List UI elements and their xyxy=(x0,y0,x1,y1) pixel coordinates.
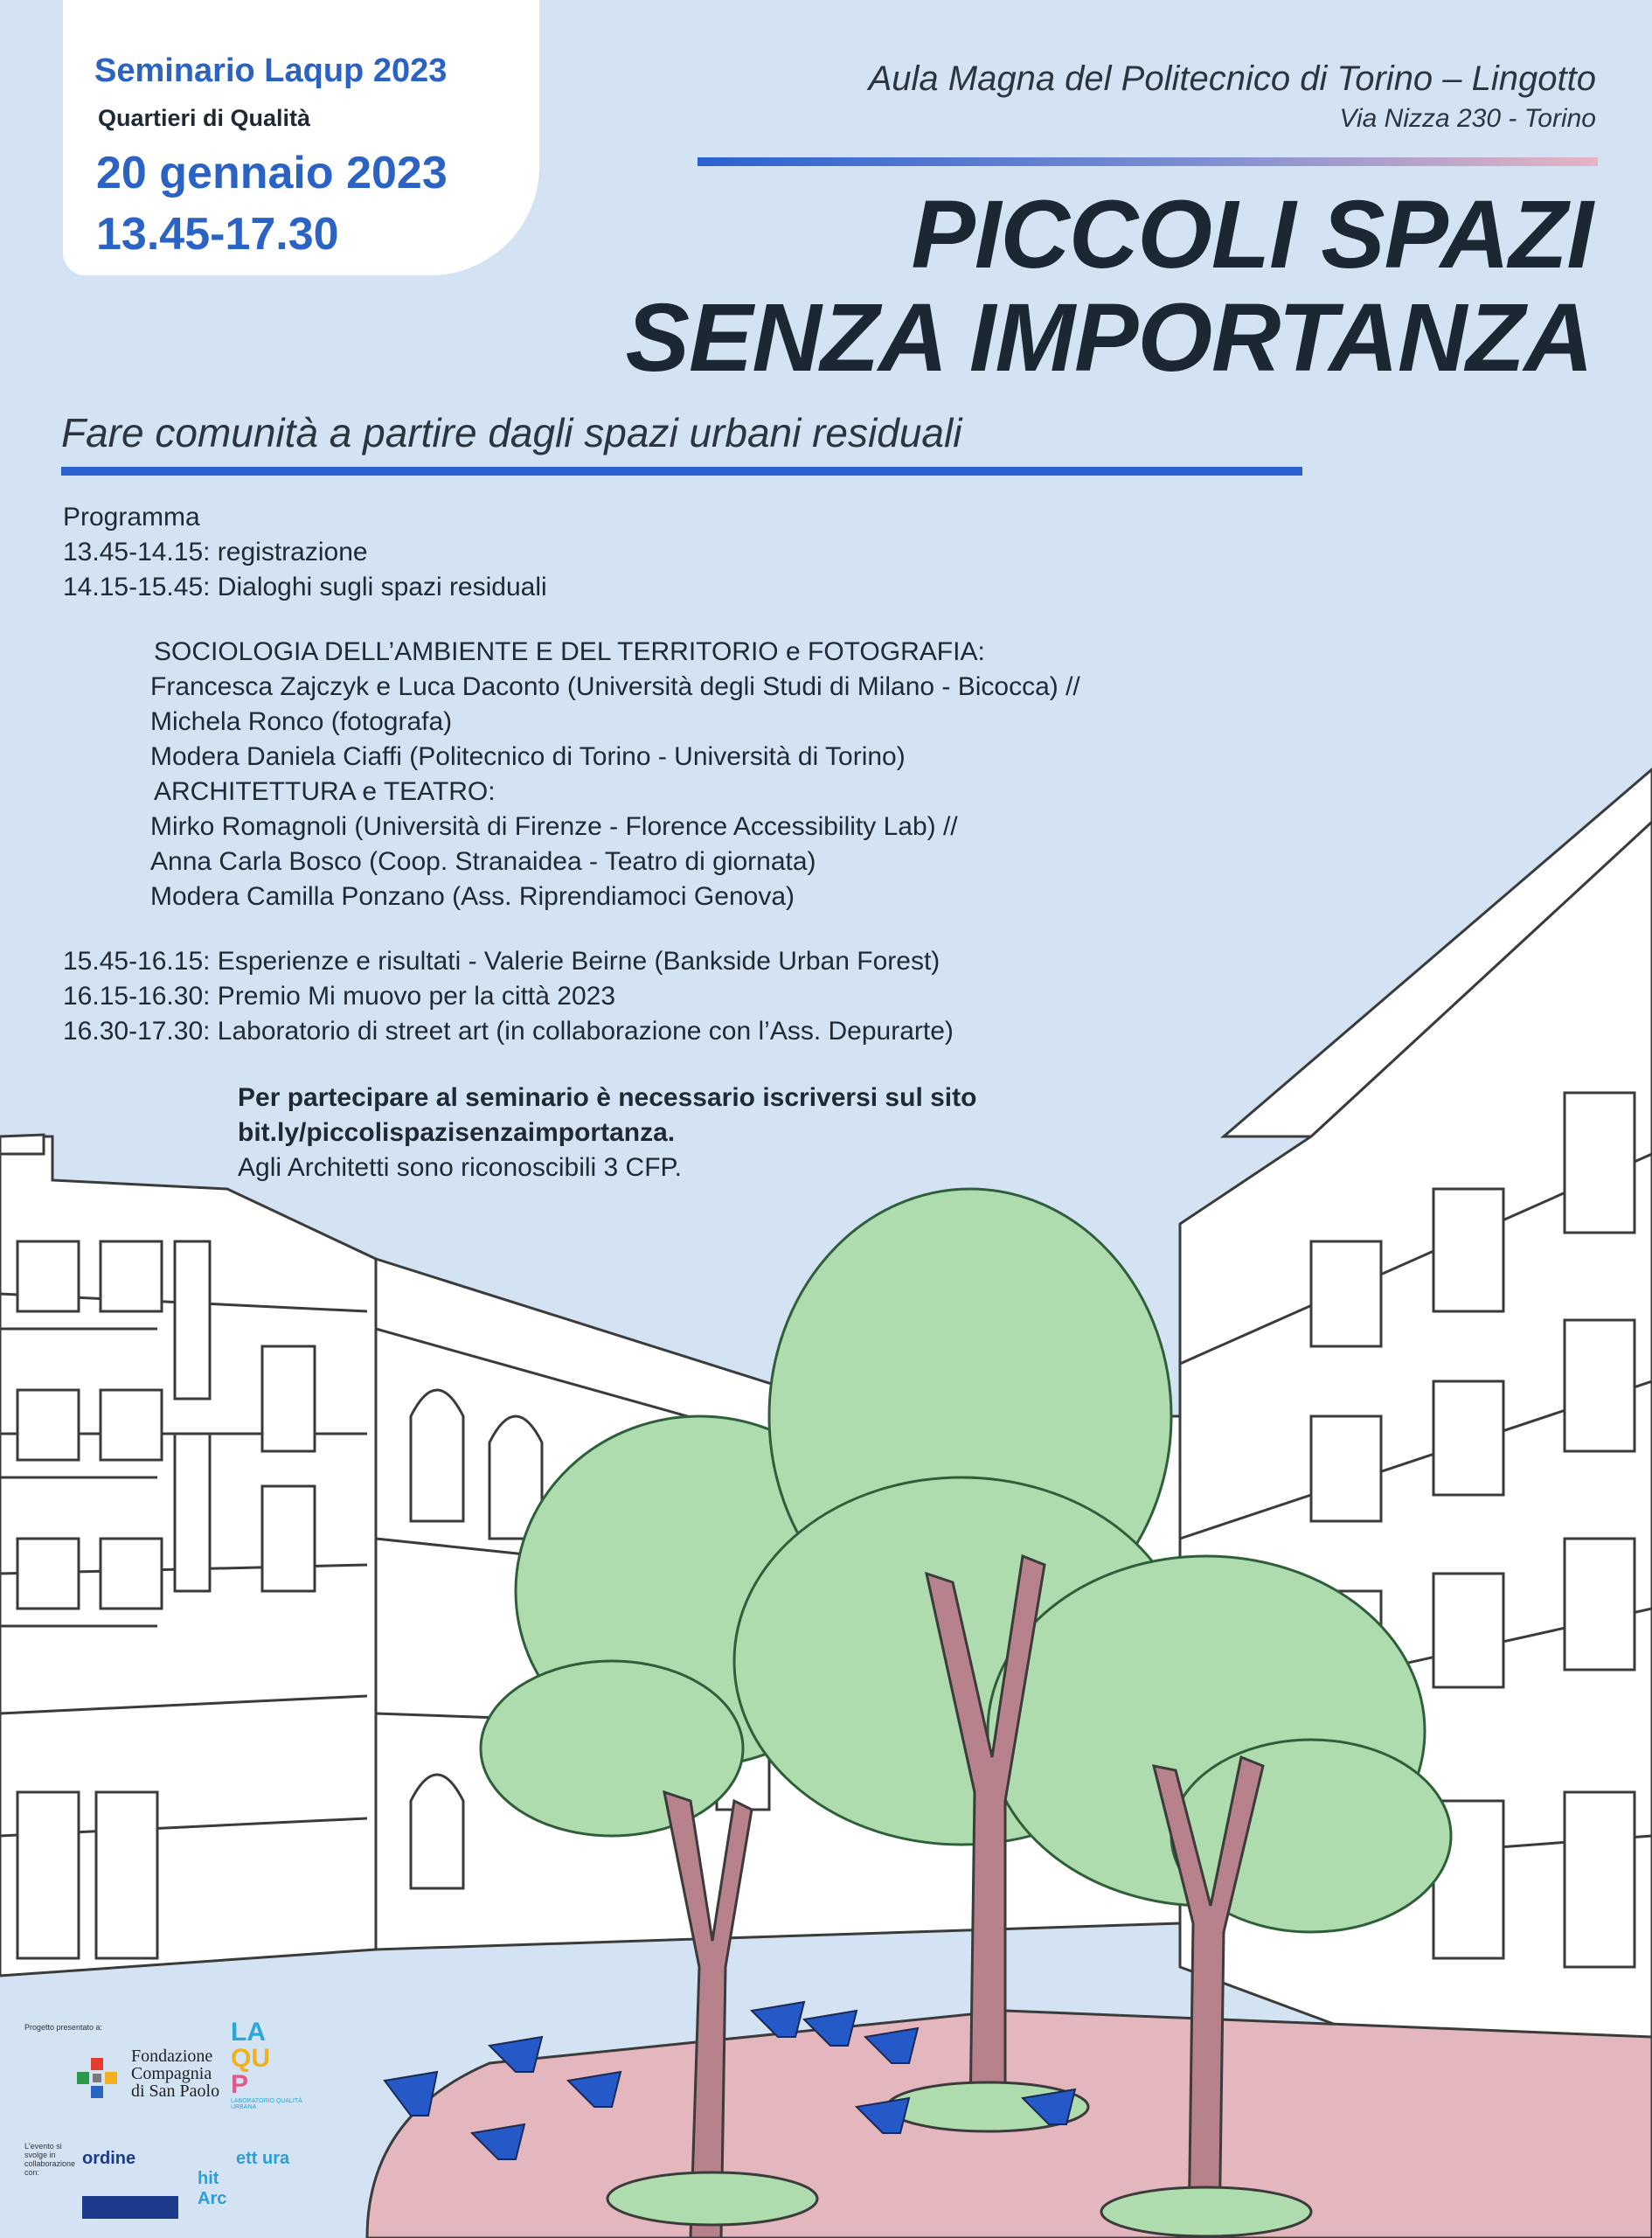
event-info-card xyxy=(63,0,539,275)
venue-address: Via Nizza 230 - Torino xyxy=(1339,104,1596,133)
registration-line: Per partecipare al seminario è necessario iscriversi sul sito xyxy=(238,1083,977,1112)
archi-text: ett ura xyxy=(236,2149,290,2168)
panel-speakers: Francesca Zajczyk e Luca Daconto (Università degli Studi di Milano - Bicocca) // xyxy=(150,672,1080,701)
program-slot: 16.30-17.30: Laboratorio di street art (in collaborazione con l’Ass. Depurarte) xyxy=(63,1017,954,1046)
panel-moderator: Modera Camilla Ponzano (Ass. Riprendiamoci Genova) xyxy=(150,882,795,911)
panel-speakers: Anna Carla Bosco (Coop. Stranaidea - Teatro di giornata) xyxy=(150,847,816,876)
collab-label: L'evento si svolge in collaborazione con: xyxy=(24,2142,76,2177)
title-line-2: SENZA IMPORTANZA xyxy=(625,284,1593,392)
title-line-1: PICCOLI SPAZI xyxy=(911,181,1593,288)
ordine-logo-bar xyxy=(82,2196,178,2219)
top-divider xyxy=(698,157,1598,166)
left-building xyxy=(0,1135,376,1976)
ordine-logo: ordine xyxy=(82,2149,136,2168)
laqup-letters: P xyxy=(231,2070,249,2099)
fondazione-line: di San Paolo xyxy=(131,2082,220,2101)
registration-note xyxy=(238,1081,976,1185)
sponsor-logos xyxy=(24,2019,339,2229)
program-heading: Programma xyxy=(63,503,200,532)
right-building xyxy=(1180,769,1652,2142)
fondazione-line: Compagnia xyxy=(131,2064,212,2083)
venue-block xyxy=(869,59,1596,134)
page-title xyxy=(625,181,1593,392)
archi-text: hit xyxy=(198,2169,219,2188)
laqup-caption: LABORATORIO QUALITÀ URBANA xyxy=(231,2098,302,2110)
event-topic: Quartieri di Qualità xyxy=(98,105,311,131)
archi-text: Arc xyxy=(198,2189,227,2208)
fondazione-logo-icon xyxy=(77,2058,117,2098)
panel-title: ARCHITETTURA e TEATRO: xyxy=(154,777,496,806)
venue-name: Aula Magna del Politecnico di Torino – Lingotto xyxy=(868,59,1596,98)
subtitle-divider xyxy=(61,467,1302,476)
cfp-note: Agli Architetti sono riconoscibili 3 CFP. xyxy=(238,1153,683,1182)
panel-moderator: Modera Daniela Ciaffi (Politecnico di Torino - Università di Torino) xyxy=(150,742,906,771)
laqup-letters: LA xyxy=(231,2018,266,2047)
laqup-letters: QU xyxy=(231,2044,270,2073)
program-slot: 14.15-15.45: Dialoghi sugli spazi residuali xyxy=(63,573,547,601)
presented-label: Progetto presentato a: xyxy=(24,2023,103,2032)
page-subtitle: Fare comunità a partire dagli spazi urbani residuali xyxy=(61,410,962,455)
event-date: 20 gennaio 2023 xyxy=(96,148,448,198)
fondazione-line: Fondazione xyxy=(131,2047,213,2066)
registration-link[interactable]: bit.ly/piccolispazisenzaimportanza. xyxy=(238,1118,676,1147)
panel-speakers: Mirko Romagnoli (Università di Firenze - Florence Accessibility Lab) // xyxy=(150,812,958,841)
architettura-logo xyxy=(198,2149,329,2219)
panel-speakers: Michela Ronco (fotografa) xyxy=(150,707,453,736)
program-slot: 16.15-16.30: Premio Mi muovo per la città 2023 xyxy=(63,982,616,1011)
event-series: Seminario Laqup 2023 xyxy=(94,52,448,89)
event-hours: 13.45-17.30 xyxy=(96,209,339,260)
program-list xyxy=(63,500,1080,1049)
program-slot: 15.45-16.15: Esperienze e risultati - Valerie Beirne (Bankside Urban Forest) xyxy=(63,947,941,976)
fondazione-logo-text xyxy=(131,2047,219,2100)
program-slot: 13.45-14.15: registrazione xyxy=(63,538,368,566)
laqup-logo xyxy=(231,2019,327,2116)
panel-title: SOCIOLOGIA DELL’AMBIENTE E DEL TERRITORIO e FOTOGRAFIA: xyxy=(154,637,985,666)
